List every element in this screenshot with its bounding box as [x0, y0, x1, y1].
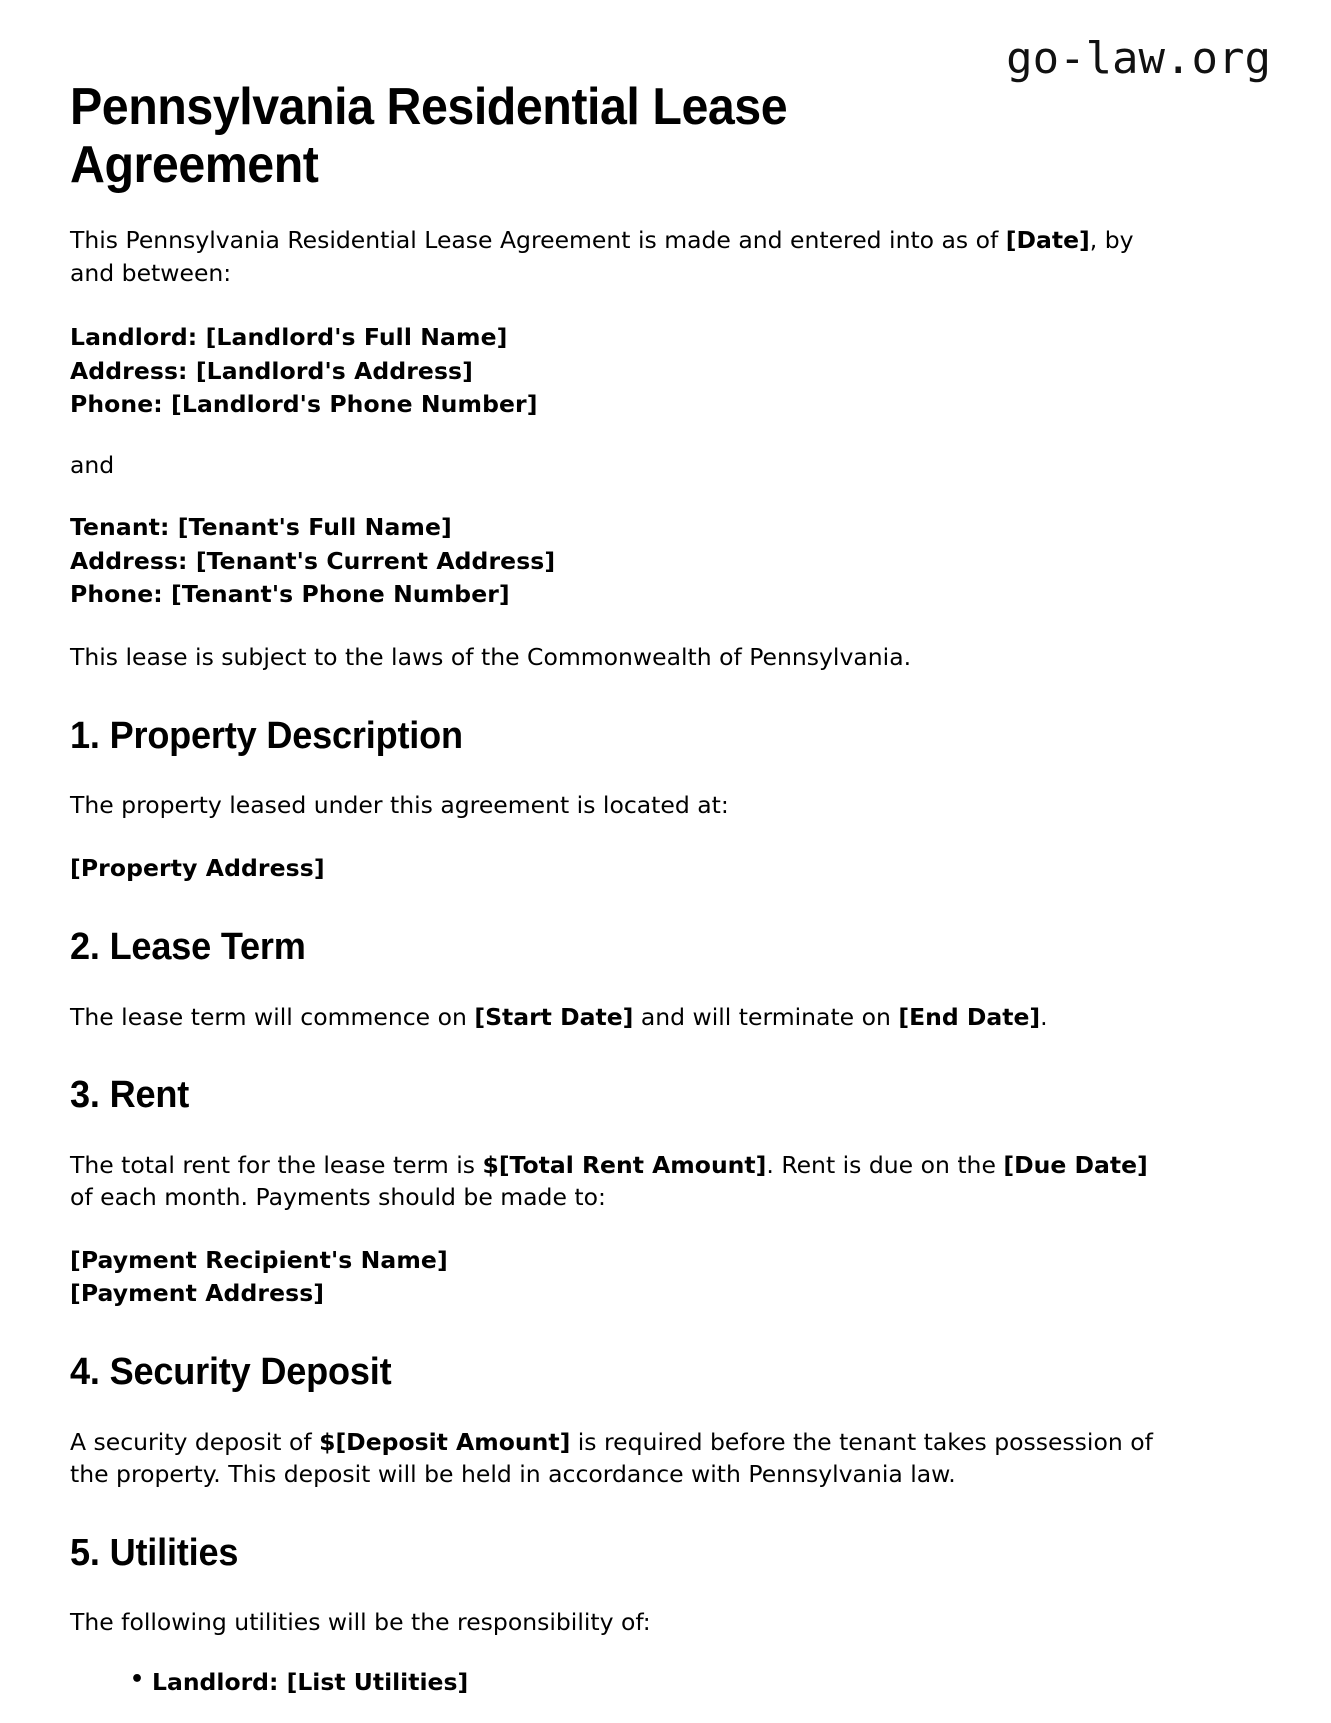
- site-logo-text: go-law.org: [1006, 33, 1271, 84]
- section-heading-rent: 3. Rent: [70, 1074, 190, 1117]
- rent-text-middle: . Rent is due on the: [766, 1150, 1004, 1179]
- intro-text-before: This Pennsylvania Residential Lease Agreement is made and entered into as of: [70, 226, 1006, 255]
- section-heading-property-description: 1. Property Description: [70, 714, 463, 757]
- start-date-placeholder: [Start Date]: [474, 1002, 634, 1031]
- intro-text-after: , by and between:: [70, 226, 1134, 287]
- tenant-block: [70, 479, 1261, 611]
- governing-law-paragraph: This lease is subject to the laws of the Commonwealth of Pennsylvania.: [70, 643, 912, 672]
- lease-term-body: [70, 971, 1155, 1033]
- rent-body: [70, 1119, 1155, 1214]
- property-address-placeholder: [Property Address]: [70, 853, 325, 882]
- date-placeholder: [Date]: [1005, 226, 1090, 255]
- security-deposit-text-after: is required before the tenant takes possession of the property. This deposit will be held in accordance with Pennsylvania law.: [70, 1428, 1153, 1489]
- section-heading-utilities: 5. Utilities: [70, 1531, 239, 1574]
- tenant-address-line: Address: [Tenant's Current Address]: [70, 546, 556, 575]
- payment-recipient-placeholder: [Payment Recipient's Name]: [70, 1245, 448, 1274]
- rent-text-before: The total rent for the lease term is: [70, 1150, 483, 1179]
- utilities-list: [70, 1639, 1261, 1699]
- rent-text-after: of each month. Payments should be made to:: [70, 1183, 606, 1212]
- property-description-body: The property leased under this agreement is located at:: [70, 791, 729, 820]
- due-date-placeholder: [Due Date]: [1003, 1150, 1148, 1179]
- security-deposit-body: [70, 1396, 1155, 1491]
- tenant-name-line: Tenant: [Tenant's Full Name]: [70, 513, 452, 542]
- end-date-placeholder: [End Date]: [898, 1002, 1041, 1031]
- payment-address-placeholder: [Payment Address]: [70, 1279, 325, 1308]
- landlord-address-line: Address: [Landlord's Address]: [70, 356, 473, 385]
- landlord-phone-line: Phone: [Landlord's Phone Number]: [70, 390, 538, 419]
- lease-term-text-after: .: [1040, 1002, 1048, 1031]
- conjunction-and: and: [70, 451, 115, 480]
- lease-term-text-before: The lease term will commence on: [70, 1002, 475, 1031]
- section-heading-security-deposit: 4. Security Deposit: [70, 1351, 392, 1394]
- section-heading-lease-term: 2. Lease Term: [70, 926, 306, 969]
- utilities-body: The following utilities will be the responsibility of:: [70, 1608, 651, 1637]
- landlord-block: [70, 289, 1261, 421]
- total-rent-placeholder: $[Total Rent Amount]: [482, 1150, 767, 1179]
- payment-details-block: [70, 1214, 1261, 1311]
- security-deposit-text-before: A security deposit of: [70, 1428, 320, 1457]
- page-title: Pennsylvania Residential Lease Agreement: [70, 78, 788, 195]
- list-item: • Landlord: [List Utilities]: [130, 1665, 1261, 1699]
- tenant-phone-line: Phone: [Tenant's Phone Number]: [70, 580, 510, 609]
- lease-term-text-middle: and will terminate on: [633, 1002, 899, 1031]
- intro-paragraph: [70, 194, 1155, 289]
- deposit-amount-placeholder: $[Deposit Amount]: [319, 1428, 571, 1457]
- landlord-name-line: Landlord: [Landlord's Full Name]: [70, 323, 508, 352]
